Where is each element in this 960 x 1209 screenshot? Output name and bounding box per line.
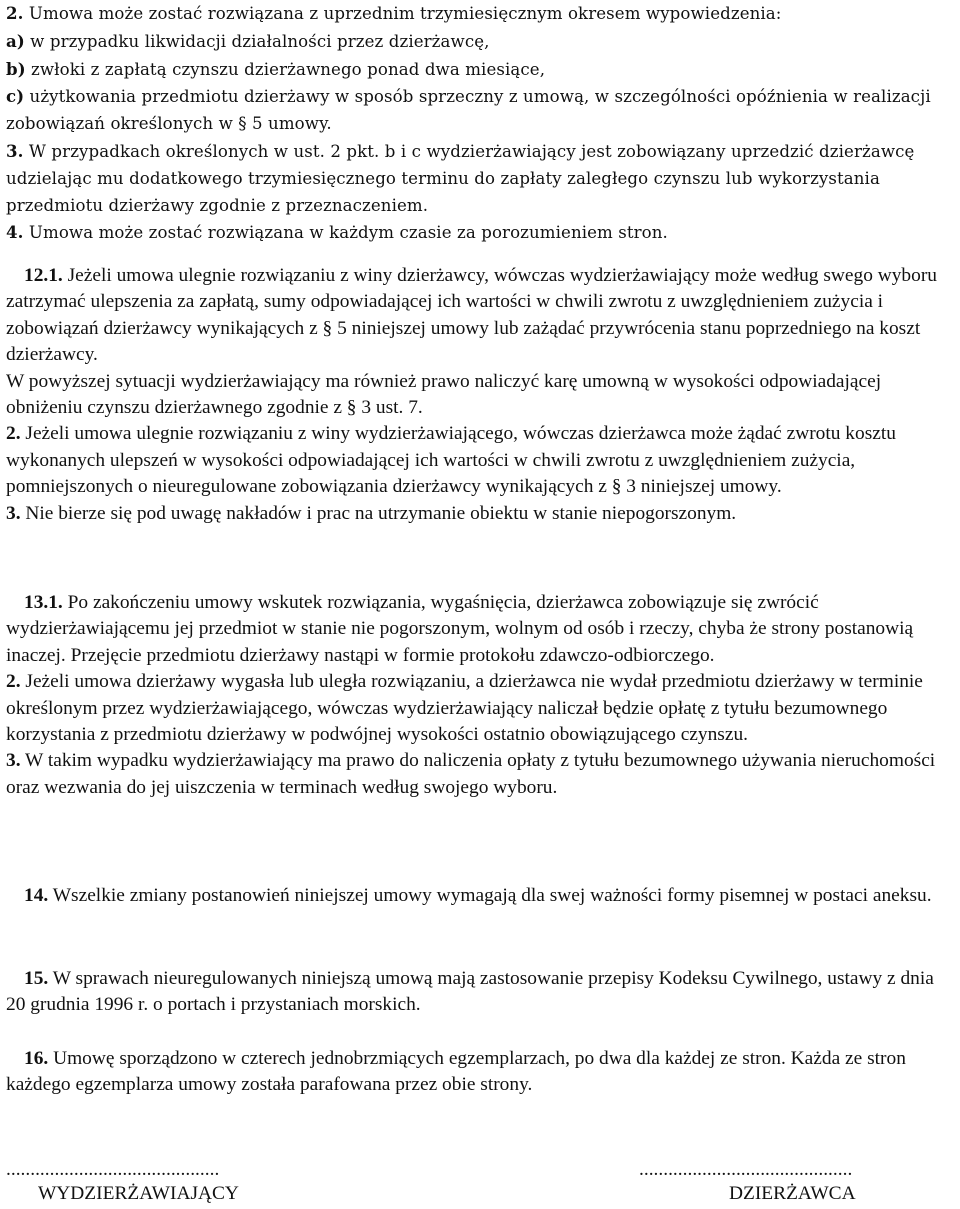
- paragraph-13-3: 3. W takim wypadku wydzierżawiający ma prawo do naliczenia opłaty z tytułu bezumownego używania nieruchomości oraz wezwania do jej uiszczenia w terminach według swojego wyboru.: [6, 750, 941, 798]
- section-12: [6, 263, 958, 527]
- paragraph-11-4: 4. Umowa może zostać rozwiązana w każdym czasie za porozumieniem stron.: [6, 222, 668, 243]
- item-number: 4.: [6, 222, 24, 243]
- item-number: 2.: [6, 671, 21, 693]
- section-number: 14.: [24, 885, 49, 906]
- section-11-continued: [6, 0, 958, 247]
- section-number: 15.: [24, 968, 49, 989]
- paragraph-13-2: 2. Jeżeli umowa dzierżawy wygasła lub uległa rozwiązaniu, a dzierżawca nie wydał przedmiotu dzierżawy w terminie określonym przez wydzierżawiającego, wówczas wydzierżawiający naliczał będzie opłatę z tytułu bezumownego korzystania z przedmiotu dzierżawy w podwójnej wysokości ostatnio obowiązującego czynszu.: [6, 671, 928, 746]
- section-16: [6, 1046, 958, 1099]
- paragraph-12-3: 3. Nie bierze się pod uwagę nakładów i prac na utrzymanie obiektu w stanie niepogorszonym.: [6, 502, 737, 524]
- paragraph-14: 14. Wszelkie zmiany postanowień niniejszej umowy wymagają dla swej ważności formy pisemnej w postaci aneksu.: [24, 885, 932, 906]
- paragraph-16: 16. Umowę sporządzono w czterech jednobrzmiących egzemplarzach, po dwa dla każdej ze stron. Każda ze stron każdego egzemplarza umowy została parafowana przez obie strony.: [6, 1048, 911, 1096]
- section-number: 13.1.: [24, 592, 63, 613]
- item-number: 3.: [6, 140, 24, 161]
- paragraph-12-1-continuation: W powyższej sytuacji wydzierżawiający ma również prawo naliczyć karę umowną w wysokości odpowiadającej obniżeniu czynszu dzierżawnego zgodnie z § 3 ust. 7.: [6, 370, 886, 419]
- paragraph-11-3: 3. W przypadkach określonych w ust. 2 pkt. b i c wydzierżawiający jest zobowiązany uprzedzić dzierżawcę udzielając mu dodatkowego trzymiesięcznego terminu do zapłaty zaległego czynszu lub wykorzystania przedmiotu dzierżawy zgodnie z przeznaczeniem.: [6, 140, 920, 215]
- paragraph-13-1: 13.1. Po zakończeniu umowy wskutek rozwiązania, wygaśnięcia, dzierżawca zobowiązuje się zwrócić wydzierżawiającemu jej przedmiot w stanie nie pogorszonym, wolnym od osób i rzeczy, chyba że strony postanowią inaczej. Przejęcie przedmiotu dzierżawy nastąpi w formie protokołu zdawczo-odbiorczego.: [6, 592, 918, 666]
- section-15: [6, 966, 958, 1019]
- paragraph-11-2: 2. Umowa może zostać rozwiązana z uprzednim trzymiesięcznym okresem wypowiedzenia:: [6, 3, 782, 23]
- signature-line: ............................................: [639, 1159, 853, 1180]
- item-11-2-a: a) w przypadku likwidacji działalności przez dzierżawcę,: [6, 30, 490, 51]
- signature-block-lessor: [6, 1158, 239, 1206]
- item-number: 3.: [6, 750, 21, 772]
- item-number: 2.: [6, 3, 24, 23]
- paragraph-15: 15. W sprawach nieuregulowanych niniejszą umową mają zastosowanie przepisy Kodeksu Cywilnego, ustawy z dnia 20 grudnia 1996 r. o portach i przystaniach morskich.: [6, 968, 939, 1016]
- item-11-2-c: c) użytkowania przedmiotu dzierżawy w sposób sprzeczny z umową, w szczególności opóźnienia w realizacji zobowiązań określonych w § 5 umowy.: [6, 86, 937, 134]
- item-11-2-b: b) zwłoki z zapłatą czynszu dzierżawnego ponad dwa miesiące,: [6, 58, 546, 79]
- item-letter: b): [6, 58, 26, 79]
- signature-line: ............................................: [6, 1159, 220, 1180]
- section-13: [6, 590, 958, 801]
- paragraph-12-1: 12.1. Jeżeli umowa ulegnie rozwiązaniu z winy dzierżawcy, wówczas wydzierżawiający może według swego wyboru zatrzymać ulepszenia za zapłatą, sumy odpowiadającej ich wartości w chwili zwrotu z uwzględnieniem zużycia i zobowiązań dzierżawcy wynikających z § 5 niniejszej umowy lub zażądać przywrócenia stanu poprzedniego na koszt dzierżawcy.: [6, 265, 942, 366]
- section-number: 16.: [24, 1048, 49, 1069]
- paragraph-12-2: 2. Jeżeli umowa ulegnie rozwiązaniu z winy wydzierżawiającego, wówczas dzierżawca może żądać zwrotu kosztu wykonanych ulepszeń w wysokości odpowiadającej ich wartości w chwili zwrotu z uwzględnieniem zużycia, pomniejszonych o nieuregulowane zobowiązania dzierżawcy wynikających z § 3 niniejszej umowy.: [6, 423, 901, 498]
- item-number: 2.: [6, 423, 21, 445]
- signature-block-lessee: [639, 1158, 856, 1206]
- item-letter: a): [6, 30, 25, 51]
- section-14: [6, 883, 958, 909]
- section-number: 12.1.: [24, 265, 63, 286]
- signature-role-label: WYDZIERŻAWIAJĄCY: [38, 1183, 239, 1204]
- item-number: 3.: [6, 502, 21, 524]
- item-letter: c): [6, 86, 25, 107]
- signature-role-label: DZIERŻAWCA: [729, 1183, 856, 1204]
